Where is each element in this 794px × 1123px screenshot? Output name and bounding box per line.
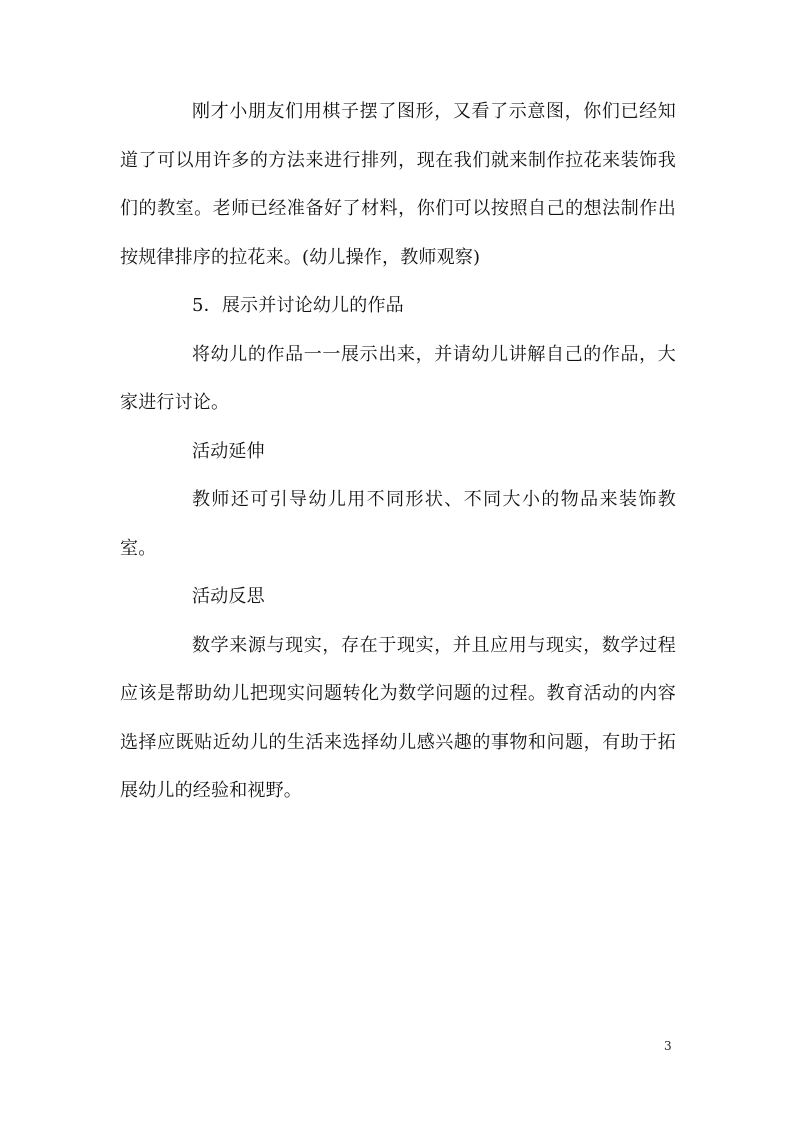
paragraph-extension: 教师还可引导幼儿用不同形状、不同大小的物品来装饰教室。 — [120, 489, 676, 559]
paragraph-craft-activity: 刚才小朋友们用棋子摆了图形，又看了示意图，你们已经知道了可以用许多的方法来进行排列，现在我们就来制作拉花来装饰我们的教室。老师已经准备好了材料，你们可以按照自己的想法制作出按规律排序的拉花来。(幼儿操作，教师观察) — [120, 101, 676, 268]
paragraph-reflection: 数学来源与现实，存在于现实，并且应用与现实，数学过程应该是帮助幼儿把现实问题转化为数学问题的过程。教育活动的内容选择应既贴近幼儿的生活来选择幼儿感兴趣的事物和问题，有助于拓展幼儿的经验和视野。 — [120, 634, 676, 801]
section-heading-extension: 活动延伸 — [192, 440, 265, 462]
page-number: 3 — [664, 1039, 672, 1053]
body-text — [120, 88, 676, 816]
section-heading-display-works: 5．展示并讨论幼儿的作品 — [192, 295, 404, 316]
paragraph-display-works: 将幼儿的作品一一展示出来，并请幼儿讲解自己的作品，大家进行讨论。 — [120, 343, 676, 413]
section-heading-reflection: 活动反思 — [192, 586, 265, 607]
